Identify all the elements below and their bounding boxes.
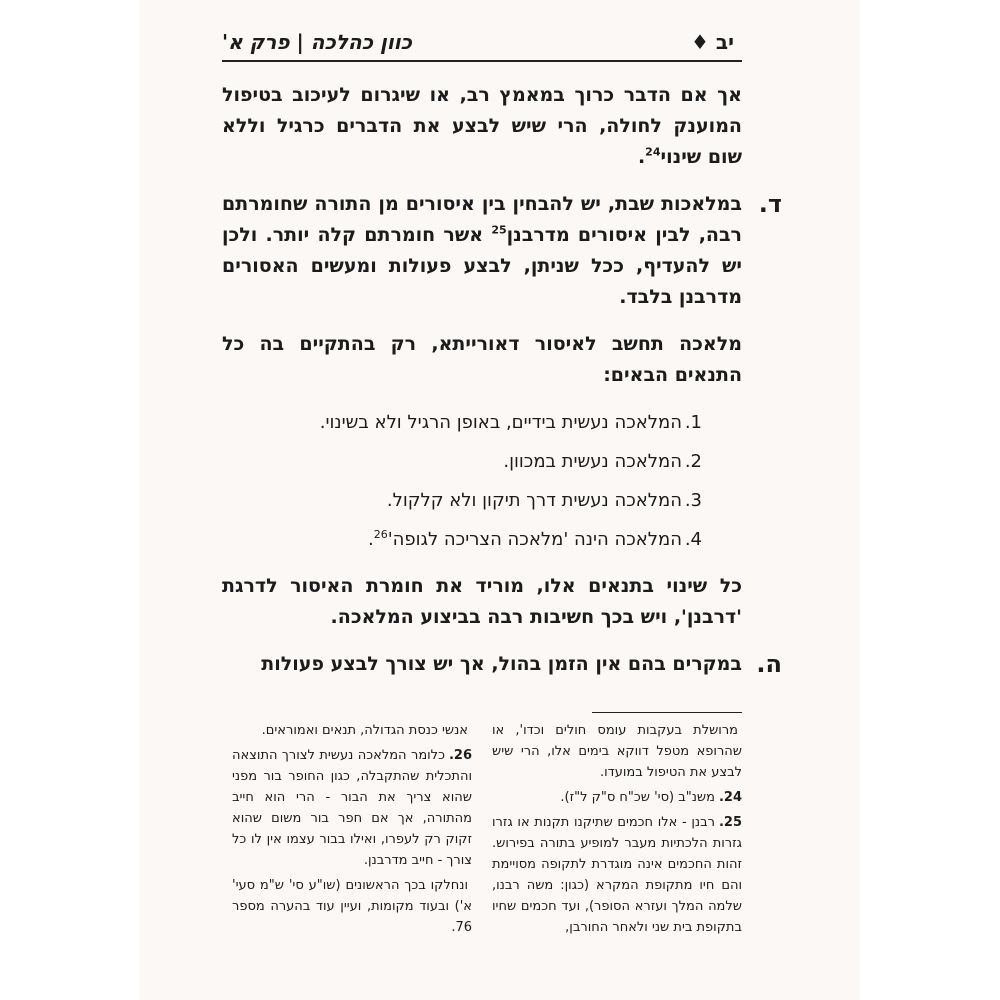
footnote: ונחלקו בכך הראשונים (שו"ע סי' ש"מ סעי' א') ובעוד מקומות, ועיין עוד בהערה מספר 76. <box>232 878 472 935</box>
header-rule <box>222 60 742 62</box>
footnotes-left-column <box>232 720 472 942</box>
footnote-26: 26.כלומר המלאכה נעשית לצורך התוצאה והתכלית שהתקבלה, כגון החופר בור מפני שהוא צריך את הבור - הרי הוא חייב מהתורה, אך אם חפר בור משום שהוא זקוק רק לעפרו, ואילו בבור עצמו אין לו כל צורך - חייב מדרבנן. <box>232 748 472 868</box>
section-letter-h: ה. <box>756 650 782 678</box>
list-item: 4. המלאכה הינה 'מלאכה הצריכה $לגופה'^{26}$. <box>367 528 702 550</box>
footnote-ref-24: 24 <box>645 145 661 159</box>
page-number: יב ♦ <box>691 30 734 54</box>
paragraph-change: כל שינוי בתנאים אלו, מוריד את חומרת האיסור לדרגת 'דרבנן', ויש בכך חשיבות רבה בביצוע המלאכה. <box>222 575 742 628</box>
footnote: אנשי כנסת הגדולה, תנאים ואמוראים. <box>261 723 468 738</box>
footnote-ref-25: 25 <box>491 223 507 237</box>
conditions-intro: מלאכה תחשב לאיסור דאורייתא, רק בהתקיים בה כל התנאים הבאים: <box>222 333 742 386</box>
section-d: ד. במלאכות שבת, יש להבחין בין איסורים מן התורה שחומרתם רבה, לבין איסורים מדרבנן$^{25}$ אשר חומרתם קלה יותר. ולכן יש להעדיף, ככל שניתן, לבצע פעולות ומעשים האסורים מדרבנן בלבד. <box>222 190 782 308</box>
running-title: כוון כהלכה | פרק א' <box>222 30 412 54</box>
main-text <box>222 80 782 696</box>
list-item: 1. המלאכה נעשית בידיים, באופן הרגיל ולא בשינוי. <box>319 412 702 433</box>
paragraph-continuation: אך אם הדבר כרוך במאמץ רב, או שיגרום לעיכוב בטיפול המוענק לחולה, הרי שיש לבצע את הדברים כרגיל וללא שום שינוי$^{24}$. <box>222 84 742 168</box>
footnote-24: 24.משנ"ב (סי' שכ"ח ס"ק ל"ז). <box>560 790 742 805</box>
footnote-ref-26: 26 <box>373 528 388 541</box>
footnote-25: 25.רבנן - אלו חכמים שתיקנו תקנות או גזרו גזרות הלכתיות מעבר למופיע בתורה בפירוש. זהות החכמים אינה מוגדרת לתקופה מסויימת והם חיו מתקופת המקרא (כגון: משה רבנו, שלמה המלך ועזרא הסופר), ועד חכמים שחיו בתקופת בית שני ולאחר החורבן, <box>492 815 742 935</box>
conditions-list <box>222 407 742 555</box>
section-letter-d: ד. <box>758 190 782 218</box>
footnote: מרושלת בעקבות עומס חולים וכדו', או שהרופא מטפל דווקא בימים אלו, הרי שיש לבצע את הטיפול במועדו. <box>492 723 742 780</box>
page-header <box>222 24 742 64</box>
footnote-rule <box>592 712 742 713</box>
list-item: 3. המלאכה נעשית דרך תיקון ולא קלקול. <box>386 490 702 511</box>
footnotes-right-column <box>492 720 742 942</box>
section-h: ה. במקרים בהם אין הזמן בהול, אך יש צורך לבצע פעולות <box>261 650 782 678</box>
list-item: 2. המלאכה נעשית במכוון. <box>503 451 702 472</box>
